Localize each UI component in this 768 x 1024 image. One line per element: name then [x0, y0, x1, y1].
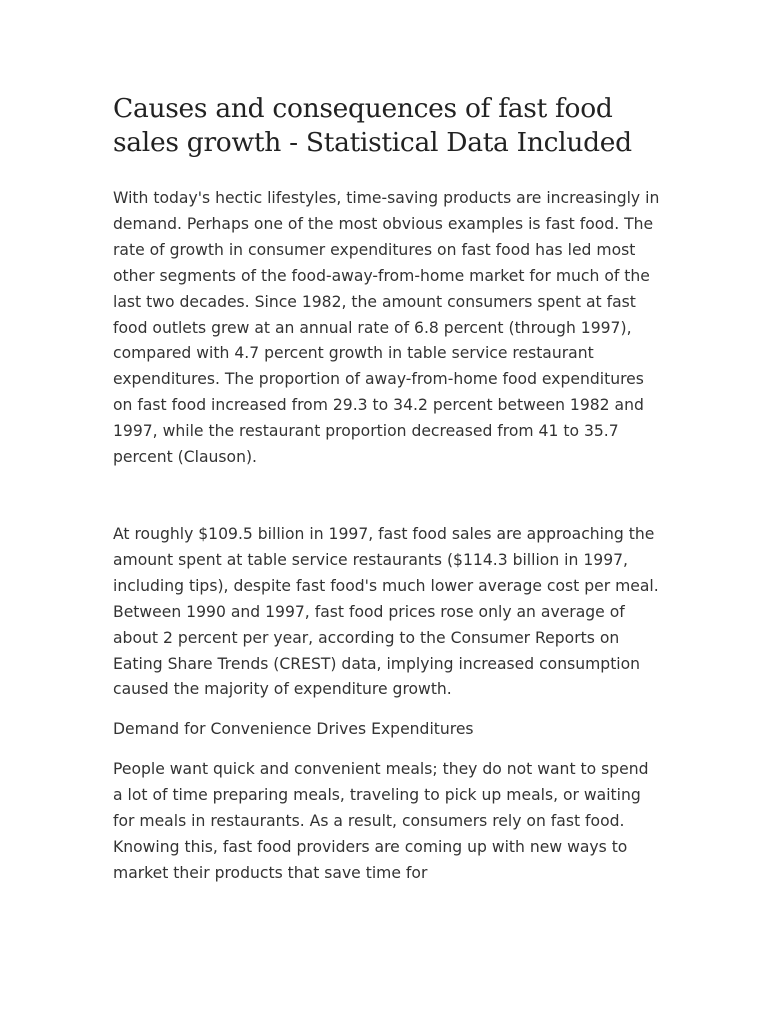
body-paragraph-3: People want quick and convenient meals; they do not want to spend a lot of time preparing meals, traveling to pick up meals, or waiting for meals in restaurants. As a result, consumers rely on fast food. Knowing this, fast food providers are coming up with new ways to market their products that save time for	[113, 760, 649, 882]
document-page	[113, 92, 661, 887]
section-subheading: Demand for Convenience Drives Expenditures	[113, 720, 474, 739]
document-title: Causes and consequences of fast food sales growth - Statistical Data Included	[113, 93, 632, 158]
body-paragraph-2: At roughly $109.5 billion in 1997, fast food sales are approaching the amount spent at table service restaurants ($114.3 billion in 1997, including tips), despite fast food's much lower average cost per meal. Between 1990 and 1997, fast food prices rose only an average of about 2 percent per year, according to the Consumer Reports on Eating Share Trends (CREST) data, implying increased consumption caused the majority of expenditure growth.	[113, 524, 659, 699]
body-paragraph-1: With today's hectic lifestyles, time-saving products are increasingly in demand. Perhaps one of the most obvious examples is fast food. The rate of growth in consumer expenditures on fast food has led most other segments of the food-away-from-home market for much of the last two decades. Since 1982, the amount consumers spent at fast food outlets grew at an annual rate of 6.8 percent (through 1997), compared with 4.7 percent growth in table service restaurant expenditures. The proportion of away-from-home food expenditures on fast food increased from 29.3 to 34.2 percent between 1982 and 1997, while the restaurant proportion decreased from 41 to 35.7 percent (Clauson).	[113, 189, 660, 467]
